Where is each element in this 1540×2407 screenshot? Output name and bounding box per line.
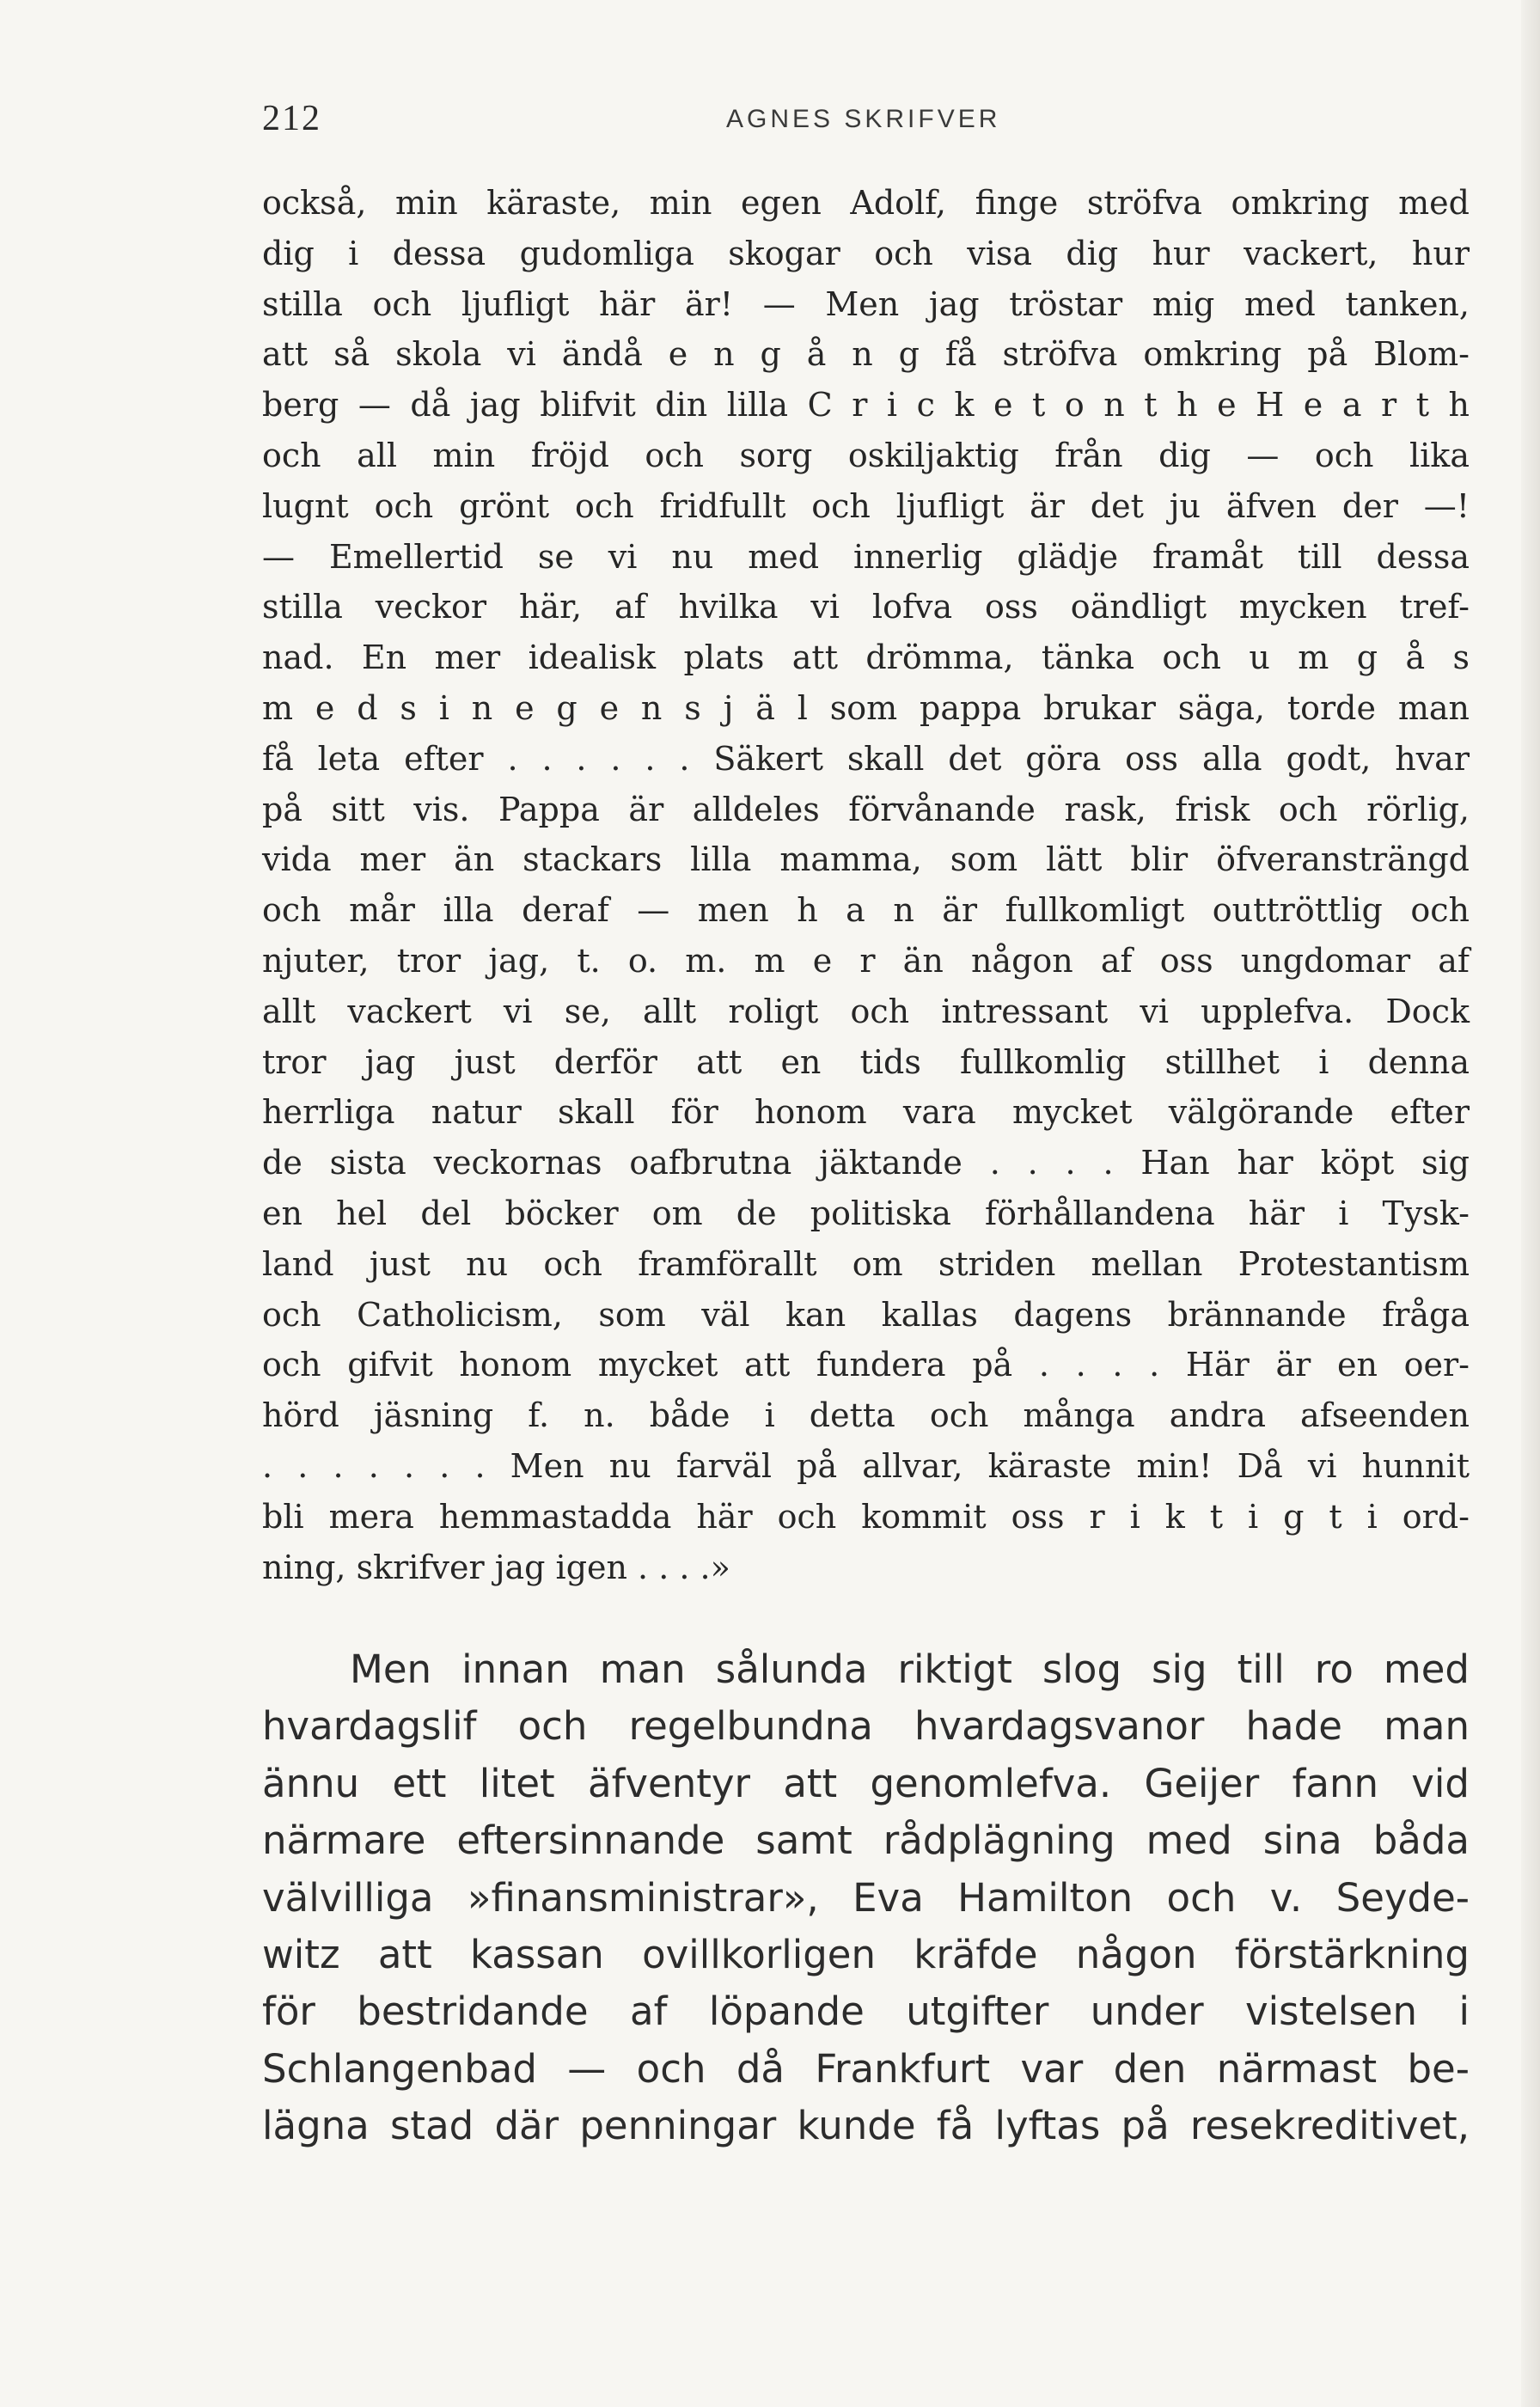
- letter-line: lugnt och grönt och fridfullt och ljufligt är det ju äfven der —!: [262, 486, 1470, 525]
- letter-line: och Catholicism, som väl kan kallas dagens brännande fråga: [262, 1295, 1470, 1334]
- letter-line: dig i dessa gudomliga skogar och visa dig hur vackert, hur: [262, 234, 1470, 272]
- letter-line: stilla veckor här, af hvilka vi lofva oss oändligt mycken tref-: [262, 588, 1470, 626]
- letter-line: stilla och ljufligt här är! — Men jag tröstar mig med tanken,: [262, 284, 1470, 323]
- letter-line: hörd jäsning f. n. både i detta och många andra afseenden: [262, 1396, 1470, 1435]
- letter-line: de sista veckornas oafbrutna jäktande . . . . Han har köpt sig: [262, 1144, 1470, 1182]
- narrative-line: ännu ett litet äfventyr att genomlefva. Geijer fann vid: [262, 1760, 1470, 1806]
- letter-line: bli mera hemmastadda här och kommit oss r i k t i g t i ord-: [262, 1497, 1470, 1536]
- narrative-line: för bestridande af löpande utgifter under vistelsen i: [262, 1989, 1470, 2035]
- narrative-line: Schlangenbad — och då Frankfurt var den närmast be-: [262, 2045, 1470, 2092]
- letter-line: allt vackert vi se, allt roligt och intressant vi upplefva. Dock: [262, 992, 1470, 1030]
- running-header: [262, 98, 1470, 150]
- letter-line: — Emellertid se vi nu med innerlig glädje framåt till dessa: [262, 537, 1470, 576]
- letter-line: och gifvit honom mycket att fundera på . . . . Här är en oer-: [262, 1346, 1470, 1384]
- letter-line: tror jag just derför att en tids fullkomlig stillhet i denna: [262, 1042, 1470, 1081]
- letter-line: och all min fröjd och sorg oskiljaktig från dig — och lika: [262, 436, 1470, 474]
- narrative-line-first: Men innan man sålunda riktigt slog sig till ro med: [350, 1646, 1470, 1692]
- page-number: 212: [262, 99, 321, 138]
- letter-line: och mår illa deraf — men h a n är fullkomligt outtröttlig och: [262, 891, 1470, 930]
- letter-line: berg — då jag blifvit din lilla C r i c k e t o n t h e H e a r t h: [262, 386, 1470, 425]
- letter-line: m e d s i n e g e n s j ä l som pappa brukar säga, torde man: [262, 688, 1470, 727]
- letter-line: njuter, tror jag, t. o. m. m e r än någon af oss ungdomar af: [262, 941, 1470, 980]
- narrative-line: hvardagslif och regelbundna hvardagsvanor hade man: [262, 1703, 1470, 1750]
- letter-quote-block: [262, 178, 1470, 1592]
- running-title: AGNES SKRIFVER: [726, 105, 1001, 133]
- letter-line: få leta efter . . . . . . Säkert skall det göra oss alla godt, hvar: [262, 739, 1470, 778]
- letter-line: herrliga natur skall för honom vara mycket välgörande efter: [262, 1093, 1470, 1132]
- letter-line: på sitt vis. Pappa är alldeles förvånande rask, frisk och rörlig,: [262, 790, 1470, 828]
- letter-line: en hel del böcker om de politiska förhållandena här i Tysk-: [262, 1194, 1470, 1232]
- narrative-line: lägna stad där penningar kunde få lyftas på resekreditivet,: [262, 2103, 1470, 2149]
- narrative-line: närmare eftersinnande samt rådplägning med sina båda: [262, 1817, 1470, 1864]
- letter-line: också, min käraste, min egen Adolf, finge ströfva omkring med: [262, 184, 1470, 222]
- letter-line: nad. En mer idealisk plats att drömma, tänka och u m g å s: [262, 638, 1470, 677]
- letter-line: vida mer än stackars lilla mamma, som lätt blir öfveransträngd: [262, 840, 1470, 879]
- letter-line: att så skola vi ändå e n g å n g få ströfva omkring på Blom-: [262, 335, 1470, 374]
- narrative-line: välvilliga »finansministrar», Eva Hamilton och v. Seyde-: [262, 1874, 1470, 1921]
- narrative-line: witz att kassan ovillkorligen kräfde någon förstärkning: [262, 1931, 1470, 1977]
- letter-line-last: ning, skrifver jag igen . . . .»: [262, 1548, 730, 1586]
- letter-line: . . . . . . . Men nu farväl på allvar, käraste min! Då vi hunnit: [262, 1446, 1470, 1485]
- letter-line: land just nu och framförallt om striden mellan Protestantism: [262, 1244, 1470, 1283]
- narrative-paragraph: [262, 1641, 1470, 2155]
- page-edge-shadow: [1521, 0, 1540, 2407]
